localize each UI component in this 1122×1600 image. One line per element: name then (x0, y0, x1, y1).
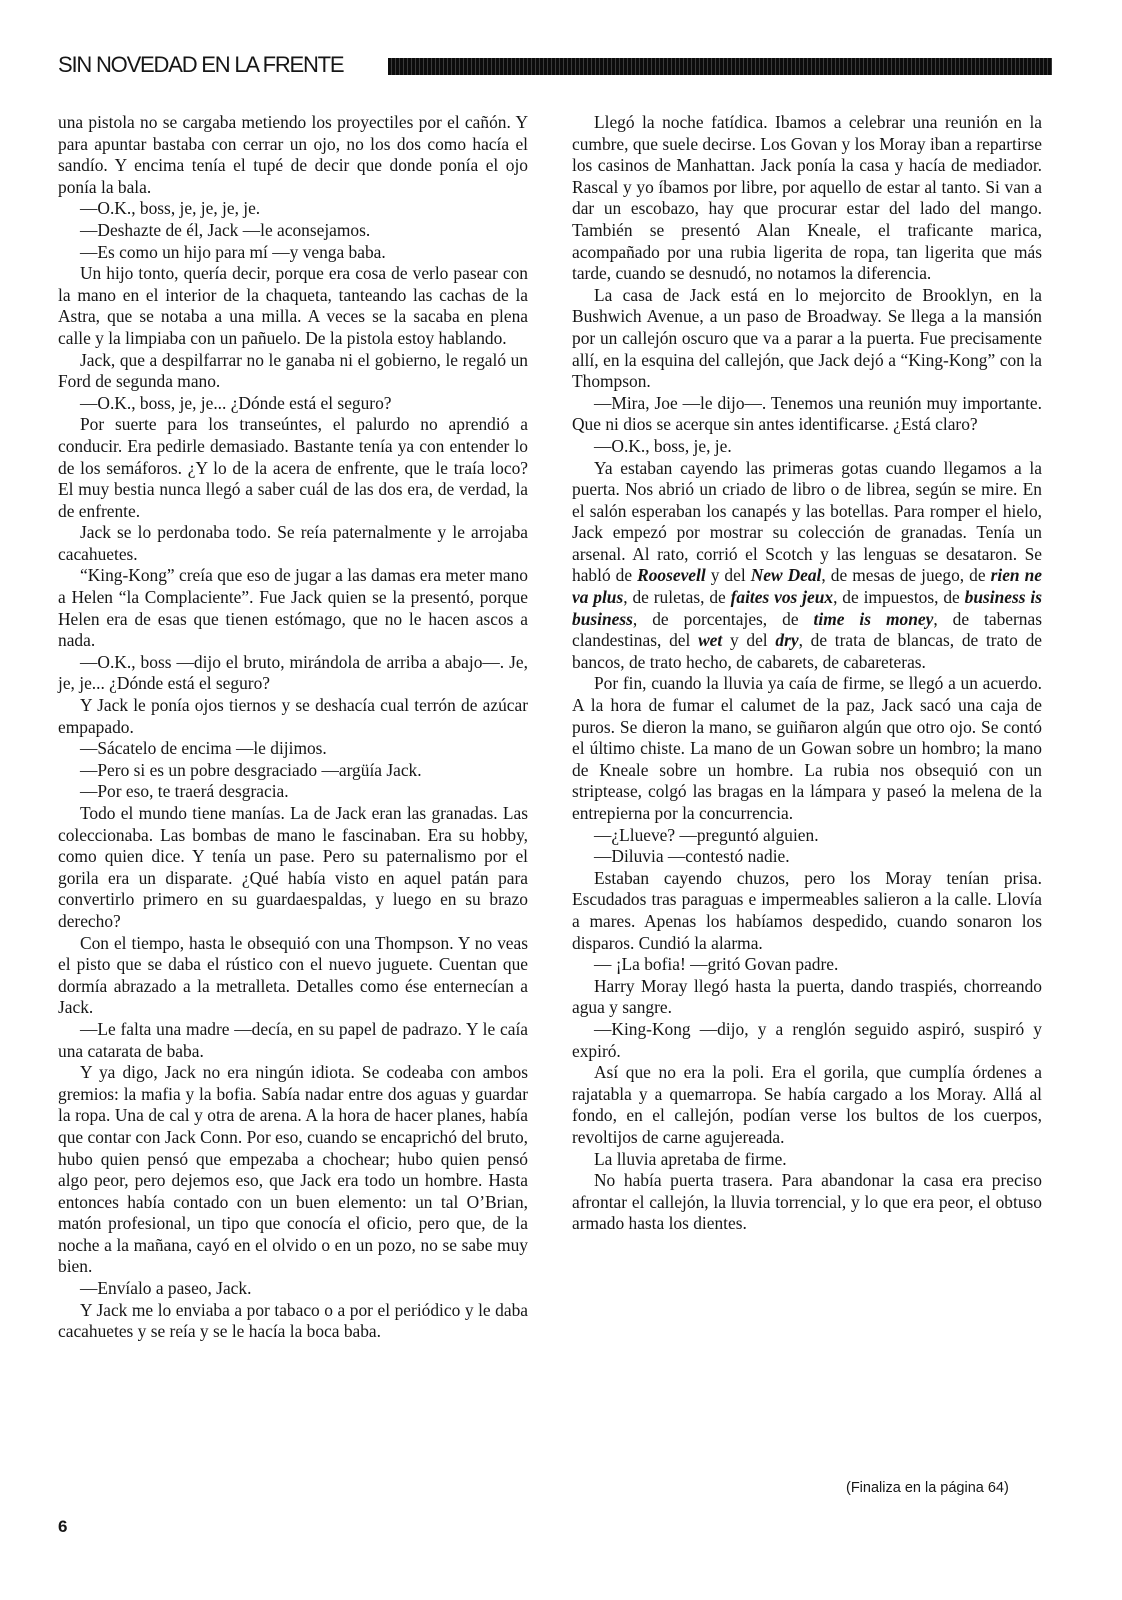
paragraph (572, 1149, 1042, 1171)
paragraph (572, 954, 1042, 976)
paragraph-text: —O.K., boss, je, je. (594, 435, 732, 456)
paragraph (572, 1170, 1042, 1235)
paragraph (572, 673, 1042, 824)
emphasized-text: New Deal (750, 565, 822, 586)
paragraph-text: Y ya digo, Jack no era ningún idiota. Se codeaba con ambos gremios: la mafia y la bofia. Sabía nadar entre dos aguas y guardar la ropa. Una de cal y otra de arena. A la hora de hacer planes, había que contar con Jack Conn. Por eso, cuando se encaprichó del bruto, hubo quien pensó que empezaba a chochear; hubo quien pensó algo peor, pero dejemos eso, que Jack era todo un hombre. Hasta entonces había contado con un buen elemento: un tal O’Brian, matón profesional, un tipo que conocía el oficio, pero que, de la noche a la mañana, cayó en el olvido o en un pozo, no se sabe muy bien. (58, 1062, 528, 1277)
paragraph (58, 803, 528, 933)
paragraph-text: , de tabernas clandestinas, del (572, 608, 1042, 651)
paragraph-text: —O.K., boss, je, je... ¿Dónde está el seguro? (80, 392, 392, 413)
paragraph (58, 522, 528, 565)
paragraph (572, 1062, 1042, 1148)
paragraph (58, 652, 528, 695)
text-column-left (58, 112, 528, 1343)
paragraph (572, 112, 1042, 285)
paragraph (58, 1062, 528, 1278)
emphasized-text: time is money (813, 608, 934, 629)
emphasized-text: dry (775, 630, 799, 651)
emphasized-text: rien ne va plus (572, 565, 1042, 608)
paragraph-text: La lluvia apretaba de firme. (594, 1148, 787, 1169)
paragraph-text: Por suerte para los transeúntes, el palurdo no aprendió a conducir. Era pedirle demasiado. Bastante tenía ya con entender lo de los semáforos. ¿Y lo de la acera de enfrente, que le traía loco? El muy bestia nunca llegó a saber cuál de las dos era, de verdad, la de enfrente. (58, 414, 528, 521)
paragraph (58, 695, 528, 738)
paragraph (58, 198, 528, 220)
paragraph-text: —Sácatelo de encima —le dijimos. (80, 738, 327, 759)
paragraph (58, 1019, 528, 1062)
paragraph-text: Con el tiempo, hasta le obsequió con una Thompson. Y no veas el pisto que se daba el rústico con el nuevo juguete. Cuentan que dormía abrazado a la metralleta. Detalles como ése enternecían a Jack. (58, 932, 528, 1018)
paragraph-text: —Le falta una madre —decía, en su papel de padrazo. Y le caía una catarata de baba. (58, 1018, 528, 1061)
paragraph (58, 1300, 528, 1343)
paragraph-text: Jack se lo perdonaba todo. Se reía paternalmente y le arrojaba cacahuetes. (58, 522, 528, 564)
paragraph-text: —Deshazte de él, Jack —le aconsejamos. (80, 219, 371, 240)
continuation-note: (Finaliza en la página 64) (846, 1480, 1009, 1496)
paragraph-text: , de impuestos, de (833, 587, 965, 608)
paragraph (58, 242, 528, 264)
paragraph-text: Todo el mundo tiene manías. La de Jack eran las granadas. Las coleccionaba. Las bombas de mano le fascinaban. Era su hobby, como quien dice. Y tenía un pase. Pero su paternalismo por el gorila era un disparate. ¿Qué había visto en aquel patán para convertirlo primero en su guardaespaldas, y luego en su brazo derecho? (58, 803, 528, 931)
paragraph-text: una pistola no se cargaba metiendo los proyectiles por el cañón. Y para apuntar bastaba con cerrar un ojo, no los dos como hacía el sandío. Y encima tenía el tupé de decir que donde ponía el ojo ponía la bala. (58, 112, 528, 197)
emphasized-text: wet (698, 630, 723, 651)
paragraph-text: y del (722, 630, 776, 651)
paragraph (58, 393, 528, 415)
paragraph (58, 112, 528, 198)
paragraph (572, 285, 1042, 393)
header-rule-bar (388, 58, 1052, 75)
paragraph-text: —O.K., boss, je, je, je, je. (80, 198, 261, 219)
paragraph (58, 263, 528, 349)
paragraph (58, 1278, 528, 1300)
paragraph (572, 393, 1042, 436)
paragraph (572, 846, 1042, 868)
section-title: SIN NOVEDAD EN LA FRENTE (58, 52, 344, 77)
emphasized-text: faites vos jeux (730, 587, 834, 608)
paragraph (572, 976, 1042, 1019)
paragraph (58, 350, 528, 393)
paragraph-text: —King-Kong —dijo, y a renglón seguido aspiró, suspiró y expiró. (572, 1018, 1042, 1061)
paragraph-text: , de ruletas, de (623, 587, 731, 608)
paragraph-text: y del (705, 565, 751, 586)
paragraph-text: Llegó la noche fatídica. Ibamos a celebrar una reunión en la cumbre, que suele decirse. Los Govan y los Moray iban a repartirse los casinos de Manhattan. Jack ponía la casa y hacía de mediador. Rascal y yo íbamos por libre, por aquello de estar al tanto. Si van a dar un escobazo, hay que procurar estar del lado del mango. También se presentó Alan Kneale, el traficante marica, acompañado por una rubia ligerita de ropa, tan ligerita que más tarde, cuando se desnudó, no notamos la diferencia. (572, 112, 1042, 284)
paragraph-text: No había puerta trasera. Para abandonar la casa era preciso afrontar el callejón, la lluvia torrencial, y lo que era peor, el obtuso armado hasta los dientes. (572, 1170, 1042, 1234)
paragraph (58, 760, 528, 782)
paragraph-text: , de porcentajes, de (632, 608, 814, 629)
paragraph (58, 565, 528, 651)
emphasized-text: Roosevell (637, 565, 706, 586)
paragraph-text: Y Jack me lo enviaba a por tabaco o a por el periódico y le daba cacahuetes y se reía y se le hacía la boca baba. (58, 1299, 528, 1342)
paragraph-text: , de mesas de juego, de (821, 565, 991, 586)
paragraph-text: Estaban cayendo chuzos, pero los Moray tenían prisa. Escudados tras paraguas e impermeables salieron a la calle. Llovía a mares. Apenas los habíamos despedido, cuando sonaron los disparos. Cundió la alarma. (572, 867, 1042, 953)
paragraph (572, 868, 1042, 954)
running-header (58, 52, 1052, 82)
paragraph-text: Ya estaban cayendo las primeras gotas cuando llegamos a la puerta. Nos abrió un criado de libro o de librea, según se mire. En el salón esperaban los canapés y las botellas. Para romper el hielo, Jack empezó por mostrar su colección de granadas. Tenía un arsenal. Al rato, corrió el Scotch y las lenguas se desataron. Se habló de (572, 457, 1042, 586)
paragraph-text: Jack, que a despilfarrar no le ganaba ni el gobierno, le regaló un Ford de segunda mano. (58, 349, 528, 392)
text-column-right (572, 112, 1042, 1235)
paragraph (572, 1019, 1042, 1062)
page-number: 6 (58, 1517, 68, 1536)
paragraph-text: Un hijo tonto, quería decir, porque era cosa de verlo pasear con la mano en el interior de la chaqueta, tanteando las cachas de la Astra, que se notaba a una milla. A veces se la sacaba en plena calle y la limpiaba con un pañuelo. De la pistola estoy hablando. (58, 263, 528, 348)
paragraph-text: —Mira, Joe —le dijo—. Tenemos una reunión muy importante. Que ni dios se acerque sin antes identificarse. ¿Está claro? (572, 392, 1042, 435)
paragraph-text: Así que no era la poli. Era el gorila, que cumplía órdenes a rajatabla y a quemarropa. Se había cargado a los Moray. Allá al fondo, en el callejón, podían verse los bultos de los cuerpos, revoltijos de carne agujereada. (572, 1062, 1042, 1147)
paragraph-text: Harry Moray llegó hasta la puerta, dando traspiés, chorreando agua y sangre. (572, 975, 1042, 1018)
paragraph-text: Por fin, cuando la lluvia ya caía de firme, se llegó a un acuerdo. A la hora de fumar el calumet de la paz, Jack sacó una caja de puros. Se dieron la mano, se guiñaron algún que otro ojo. Se contó el último chiste. La mano de un Gowan sobre un hombro; la mano de Kneale sobre un hombre. La rubia nos obsequió con un striptease, colgó las bragas en la lámpara y paseó la melena de la entrepierna por la concurrencia. (572, 673, 1042, 823)
paragraph (58, 738, 528, 760)
paragraph (58, 933, 528, 1019)
paragraph-text: —¿Llueve? —preguntó alguien. (594, 824, 819, 845)
paragraph-text: —O.K., boss —dijo el bruto, mirándola de arriba a abajo—. Je, je, je... ¿Dónde está el seguro? (58, 651, 528, 694)
paragraph-text: Y Jack le ponía ojos tiernos y se deshacía cual terrón de azúcar empapado. (58, 695, 528, 737)
paragraph (58, 781, 528, 803)
paragraph (572, 458, 1042, 674)
paragraph (58, 220, 528, 242)
paragraph-text: La casa de Jack está en lo mejorcito de Brooklyn, en la Bushwich Avenue, a un paso de Broadway. Se llega a la mansión por un callejón oscuro que va a parar a la puerta. Fue precisamente allí, en la esquina del callejón, que Jack dejó a “King-Kong” con la Thompson. (572, 284, 1042, 392)
paragraph-text: — ¡La bofia! —gritó Govan padre. (594, 954, 839, 975)
paragraph-text: —Por eso, te traerá desgracia. (80, 781, 289, 802)
paragraph (572, 825, 1042, 847)
paragraph-text: , de trata de blancas, de trato de bancos, de trato hecho, de cabarets, de cabareteras. (572, 630, 1042, 672)
paragraph-text: “King-Kong” creía que eso de jugar a las damas era meter mano a Helen “la Complaciente”. Fue Jack quien se la presentó, porque Helen era de esas que tienen estómago, que no le hacen ascos a nada. (58, 565, 528, 651)
paragraph-text: —Es como un hijo para mí —y venga baba. (80, 241, 386, 262)
paragraph (58, 414, 528, 522)
paragraph-text: —Diluvia —contestó nadie. (594, 846, 790, 867)
paragraph (572, 436, 1042, 458)
emphasized-text: business is business (572, 587, 1042, 629)
paragraph-text: —Envíalo a paseo, Jack. (80, 1278, 252, 1299)
paragraph-text: —Pero si es un pobre desgraciado —argüía Jack. (80, 759, 422, 780)
